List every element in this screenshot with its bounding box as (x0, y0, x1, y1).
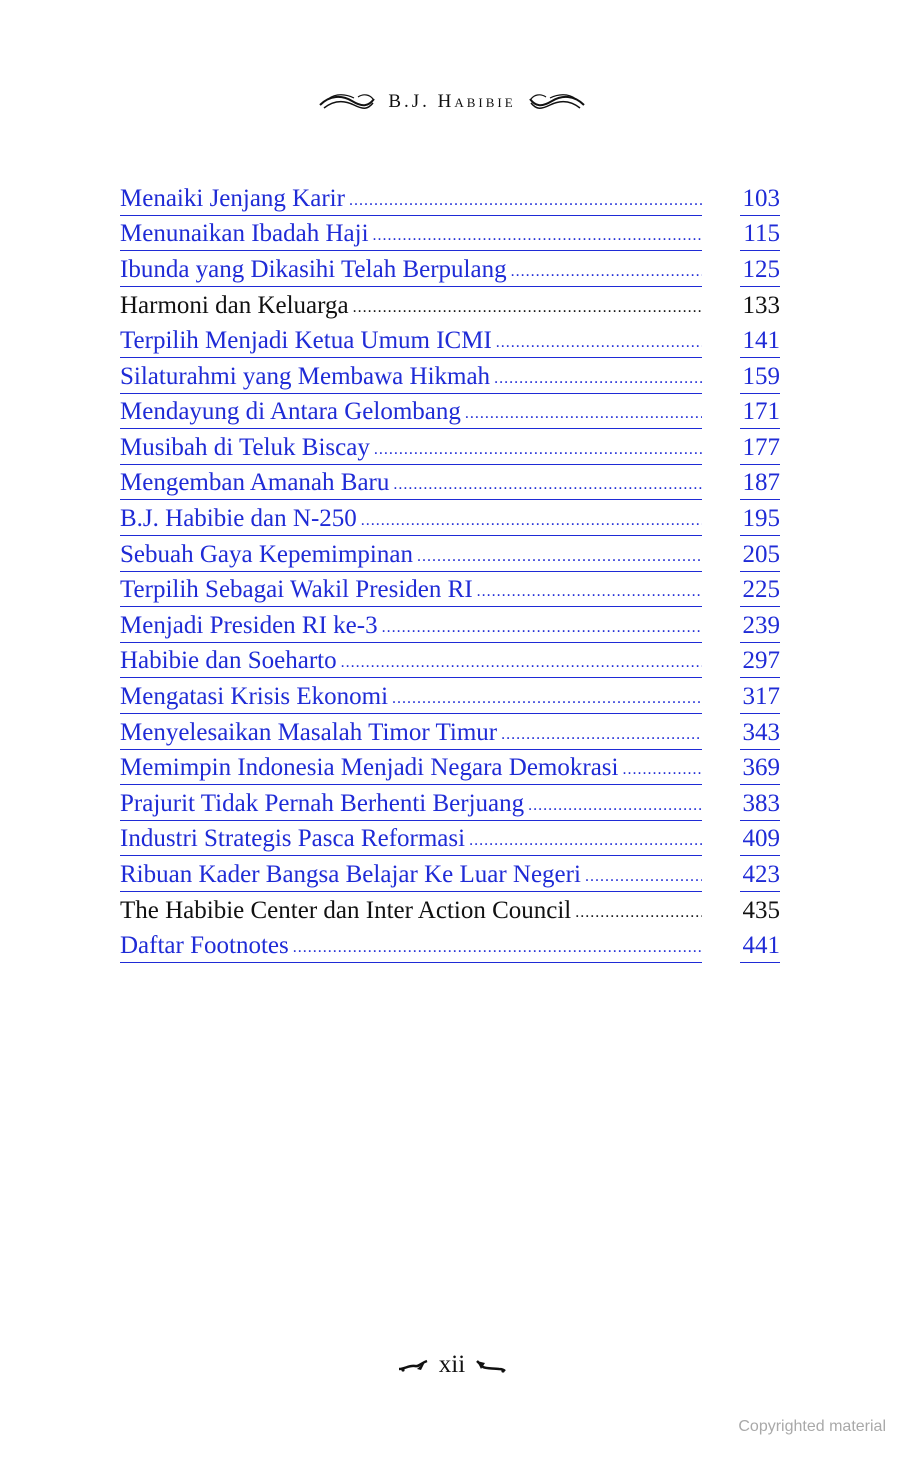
toc-entry-title: Ribuan Kader Bangsa Belajar Ke Luar Negeri (120, 861, 581, 888)
toc-entry-link[interactable] (120, 607, 780, 643)
toc-entry-main[interactable] (120, 862, 702, 892)
toc-entry (120, 892, 780, 928)
toc-entry-title: The Habibie Center dan Inter Action Council (120, 898, 572, 925)
toc-entry-title: Ibunda yang Dikasihi Telah Berpulang (120, 256, 507, 283)
dot-leader (585, 869, 702, 887)
toc-entry-link[interactable] (120, 429, 780, 465)
toc-entry-page[interactable]: 159 (740, 364, 780, 394)
toc-entry-main[interactable] (120, 542, 702, 572)
running-header-title: B.J. Habibie (388, 91, 516, 112)
dot-leader (353, 300, 702, 318)
toc-entry-main (120, 898, 702, 927)
toc-entry-page[interactable]: 383 (740, 791, 780, 821)
toc-entry-page[interactable]: 423 (740, 862, 780, 892)
toc-entry-page[interactable]: 125 (740, 257, 780, 287)
toc-entry-title: Terpilih Menjadi Ketua Umum ICMI (120, 327, 492, 354)
toc-entry-title: Industri Strategis Pasca Reformasi (120, 826, 466, 853)
toc-entry-main (120, 293, 702, 322)
toc-entry-main[interactable] (120, 257, 702, 287)
toc-entry-title: Mengatasi Krisis Ekonomi (120, 683, 389, 710)
dot-leader (373, 228, 702, 246)
toc-entry-title: Daftar Footnotes (120, 933, 289, 960)
dot-leader (341, 655, 702, 673)
toc-entry-page[interactable]: 103 (740, 186, 780, 216)
toc-entry-main[interactable] (120, 470, 702, 500)
toc-entry-page[interactable]: 369 (740, 755, 780, 785)
dot-leader (417, 549, 702, 567)
toc-entry-main[interactable] (120, 328, 702, 358)
toc-entry-page[interactable]: 317 (740, 684, 780, 714)
toc-entry-link[interactable] (120, 572, 780, 608)
toc-entry-title: Memimpin Indonesia Menjadi Negara Demokrasi (120, 755, 619, 782)
toc-entry-link[interactable] (120, 785, 780, 821)
dot-leader (293, 940, 702, 958)
toc-entry-main[interactable] (120, 577, 702, 607)
toc-entry-title: Sebuah Gaya Kepemimpinan (120, 541, 413, 568)
toc-entry-title: Menjadi Presiden RI ke-3 (120, 612, 378, 639)
toc-entry-link[interactable] (120, 536, 780, 572)
toc-entry-title: Mendayung di Antara Gelombang (120, 399, 461, 426)
toc-entry-link[interactable] (120, 358, 780, 394)
flourish-left-icon (397, 1357, 431, 1373)
toc-entry-main[interactable] (120, 791, 702, 821)
toc-entry-link[interactable] (120, 180, 780, 216)
toc-entry-link[interactable] (120, 714, 780, 750)
toc-entry-page[interactable]: 171 (740, 399, 780, 429)
page-number: xii (438, 1351, 466, 1378)
toc-entry-main[interactable] (120, 648, 702, 678)
dot-leader (465, 406, 702, 424)
scroll-ornament-icon (528, 91, 586, 113)
toc-entry-page: 133 (742, 292, 780, 320)
toc-entry-link[interactable] (120, 678, 780, 714)
toc-entry-link[interactable] (120, 216, 780, 252)
toc-entry-link[interactable] (120, 643, 780, 679)
toc-entry-title: Habibie dan Soeharto (120, 648, 337, 675)
copyright-watermark: Copyrighted material (738, 1418, 886, 1435)
table-of-contents (120, 180, 780, 963)
toc-entry-page[interactable]: 205 (740, 542, 780, 572)
toc-entry-main[interactable] (120, 506, 702, 536)
toc-entry-page[interactable]: 343 (740, 720, 780, 750)
toc-entry-title: B.J. Habibie dan N-250 (120, 505, 357, 532)
toc-entry-link[interactable] (120, 500, 780, 536)
dot-leader (374, 442, 702, 460)
toc-entry-main[interactable] (120, 221, 702, 251)
toc-entry-title: Menunaikan Ibadah Haji (120, 221, 369, 248)
toc-entry-link[interactable] (120, 251, 780, 287)
toc-entry-title: Menyelesaikan Masalah Timor Timur (120, 719, 498, 746)
dot-leader (392, 691, 702, 709)
toc-entry-page[interactable]: 187 (740, 470, 780, 500)
toc-entry-link[interactable] (120, 856, 780, 892)
dot-leader (622, 762, 702, 780)
dot-leader (496, 335, 702, 353)
dot-leader (494, 371, 702, 389)
flourish-right-icon (473, 1357, 507, 1373)
toc-entry-page[interactable]: 225 (740, 577, 780, 607)
toc-entry-page[interactable]: 195 (740, 506, 780, 536)
running-header (0, 88, 904, 116)
toc-entry-title: Mengemban Amanah Baru (120, 470, 390, 497)
dot-leader (575, 905, 702, 923)
dot-leader (361, 513, 702, 531)
dot-leader (393, 477, 702, 495)
toc-entry-page[interactable]: 141 (740, 328, 780, 358)
toc-entry-main[interactable] (120, 186, 702, 216)
page-footer (0, 1350, 904, 1380)
toc-entry-title: Silaturahmi yang Membawa Hikmah (120, 363, 491, 390)
toc-entry-page[interactable]: 441 (740, 933, 780, 963)
dot-leader (382, 620, 702, 638)
toc-entry-link[interactable] (120, 927, 780, 963)
toc-entry-link[interactable] (120, 821, 780, 857)
toc-entry-main[interactable] (120, 364, 702, 394)
toc-entry-main[interactable] (120, 933, 702, 963)
toc-entry-title: Menaiki Jenjang Karir (120, 185, 345, 212)
toc-entry-title: Prajurit Tidak Pernah Berhenti Berjuang (120, 790, 525, 817)
toc-entry-title: Terpilih Sebagai Wakil Presiden RI (120, 577, 473, 604)
toc-entry-link[interactable] (120, 394, 780, 430)
dot-leader (349, 193, 702, 211)
dot-leader (469, 833, 702, 851)
toc-entry (120, 287, 780, 323)
toc-entry-page[interactable]: 239 (740, 613, 780, 643)
toc-entry-title: Harmoni dan Keluarga (120, 293, 349, 320)
toc-entry-main[interactable] (120, 435, 702, 465)
dot-leader (528, 798, 702, 816)
toc-entry-main[interactable] (120, 684, 702, 714)
toc-entry-link[interactable] (120, 322, 780, 358)
toc-entry-page[interactable]: 297 (740, 648, 780, 678)
toc-entry-main[interactable] (120, 826, 702, 856)
toc-entry-title: Musibah di Teluk Biscay (120, 434, 370, 461)
toc-entry-main[interactable] (120, 755, 702, 785)
toc-entry-page[interactable]: 115 (740, 221, 780, 251)
toc-entry-main[interactable] (120, 613, 702, 643)
dot-leader (511, 264, 702, 282)
toc-entry-page[interactable]: 177 (740, 435, 780, 465)
scroll-ornament-icon (318, 91, 376, 113)
toc-entry-page[interactable]: 409 (740, 826, 780, 856)
toc-entry-main[interactable] (120, 399, 702, 429)
toc-entry-page: 435 (742, 897, 780, 925)
toc-entry-main[interactable] (120, 720, 702, 750)
dot-leader (501, 727, 702, 745)
toc-entry-link[interactable] (120, 750, 780, 786)
dot-leader (477, 584, 702, 602)
toc-entry-link[interactable] (120, 465, 780, 501)
